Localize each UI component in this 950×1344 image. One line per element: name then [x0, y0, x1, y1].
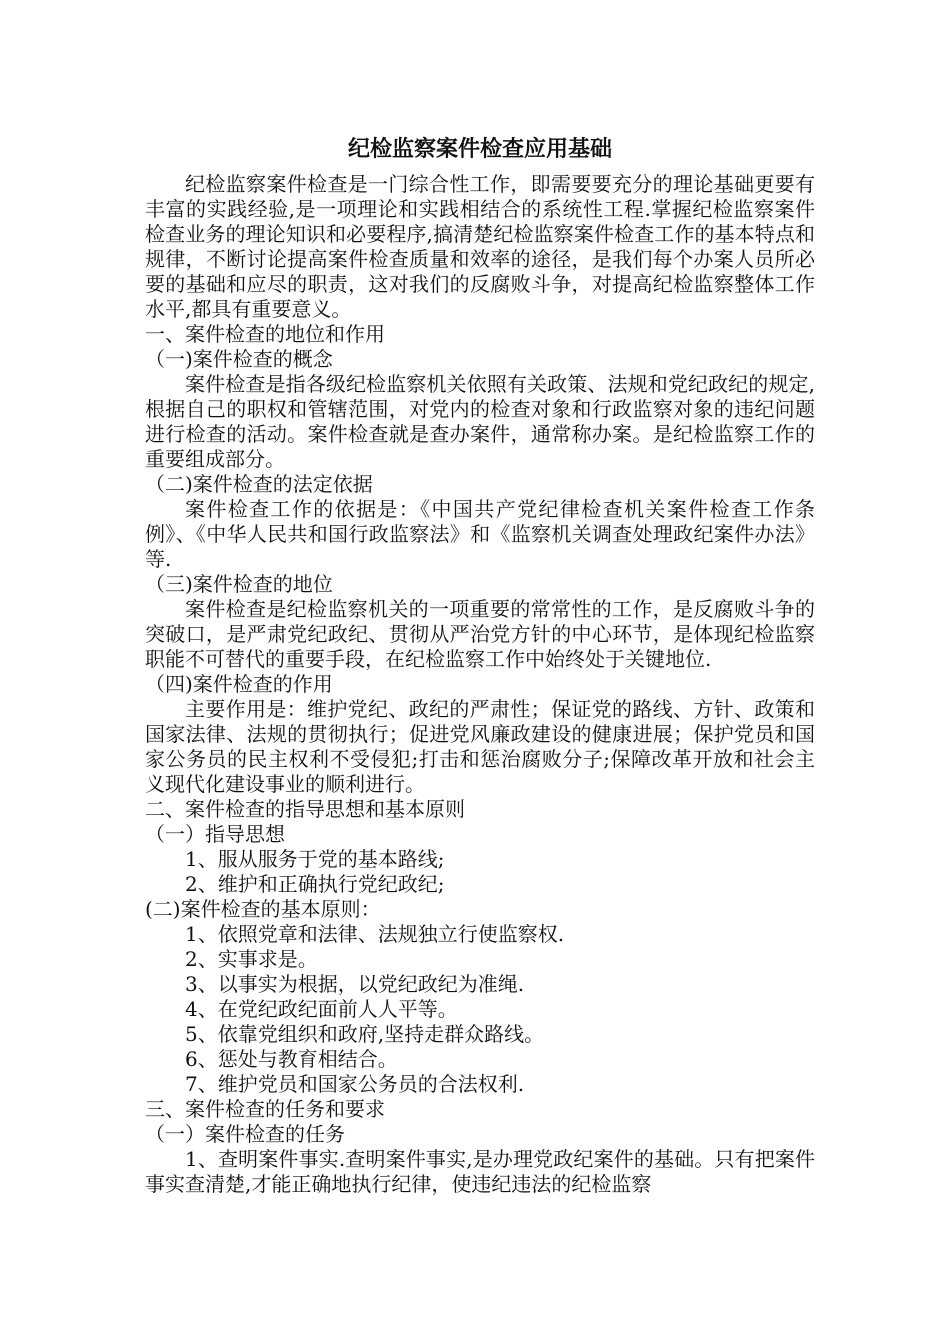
list-item: 7、维护党员和国家公务员的合法权利.: [185, 1072, 525, 1096]
list-item: 6、惩处与教育相结合。: [185, 1047, 398, 1071]
list-item: 1、依照党章和法律、法规独立行使监察权.: [185, 922, 565, 946]
intro-paragraph: 纪检监察案件检查是一门综合性工作，即需要要充分的理论基础更要有丰富的实践经验,是一项理论和实践相结合的系统性工程.掌握纪检监察案件检查业务的理论知识和必要程序,搞清楚纪检监察案件检查工作的基本特点和规律，不断讨论提高案件检查质量和效率的途径，是我们每个办案人员所必要的基础和应尽的职责，这对我们的反腐败斗争，对提高纪检监察整体工作水平,都具有重要意义。: [145, 172, 815, 321]
section-2-heading: 二、案件检查的指导思想和基本原则: [145, 797, 465, 821]
subsection-1-1-heading: （一)案件检查的概念: [145, 347, 333, 371]
subsection-1-4-heading: （四)案件检查的作用: [145, 672, 333, 696]
subsection-1-3-paragraph: 案件检查是纪检监察机关的一项重要的常常性的工作，是反腐败斗争的突破口，是严肃党纪政纪、贯彻从严治党方针的中心环节，是体现纪检监察职能不可替代的重要手段，在纪检监察工作中始终处于关键地位.: [145, 597, 815, 671]
subsection-1-2-paragraph: 案件检查工作的依据是：《中国共产党纪律检查机关案件检查工作条例》、《中华人民共和国行政监察法》和《监察机关调查处理政纪案件办法》等.: [145, 497, 815, 571]
list-item: 2、维护和正确执行党纪政纪;: [185, 872, 445, 896]
list-item: 1、服从服务于党的基本路线;: [185, 847, 445, 871]
document-page: [145, 130, 815, 1197]
document-title: 纪检监察案件检查应用基础: [347, 137, 612, 162]
subsection-1-3-heading: （三)案件检查的地位: [145, 572, 333, 596]
list-item: 2、实事求是。: [185, 947, 318, 971]
subsection-2-2-heading: (二)案件检查的基本原则：: [145, 897, 381, 921]
subsection-1-2-heading: （二)案件检查的法定依据: [145, 472, 373, 496]
list-item: 4、在党纪政纪面前人人平等。: [185, 997, 458, 1021]
section-1-heading: 一、案件检查的地位和作用: [145, 322, 385, 346]
subsection-3-1-paragraph: 1、查明案件事实.查明案件事实,是办理党政纪案件的基础。只有把案件事实查清楚,才能正确地执行纪律，使违纪违法的纪检监察: [145, 1147, 815, 1196]
list-item: 5、依靠党组织和政府,坚持走群众路线。: [185, 1022, 545, 1046]
subsection-1-4-paragraph: 主要作用是：维护党纪、政纪的严肃性；保证党的路线、方针、政策和国家法律、法规的贯彻执行；促进党风廉政建设的健康进展；保护党员和国家公务员的民主权利不受侵犯;打击和惩治腐败分子;保障改革开放和社会主义现代化建设事业的顺利进行。: [145, 697, 815, 796]
subsection-2-1-heading: （一）指导思想: [145, 822, 285, 846]
subsection-1-1-paragraph: 案件检查是指各级纪检监察机关依照有关政策、法规和党纪政纪的规定,根据自己的职权和管辖范围，对党内的检查对象和行政监察对象的违纪问题进行检查的活动。案件检查就是查办案件，通常称办案。是纪检监察工作的重要组成部分。: [145, 372, 815, 471]
section-3-heading: 三、案件检查的任务和要求: [145, 1097, 385, 1121]
list-item: 3、以事实为根据，以党纪政纪为准绳.: [185, 972, 525, 996]
subsection-3-1-heading: （一）案件检查的任务: [145, 1122, 345, 1146]
